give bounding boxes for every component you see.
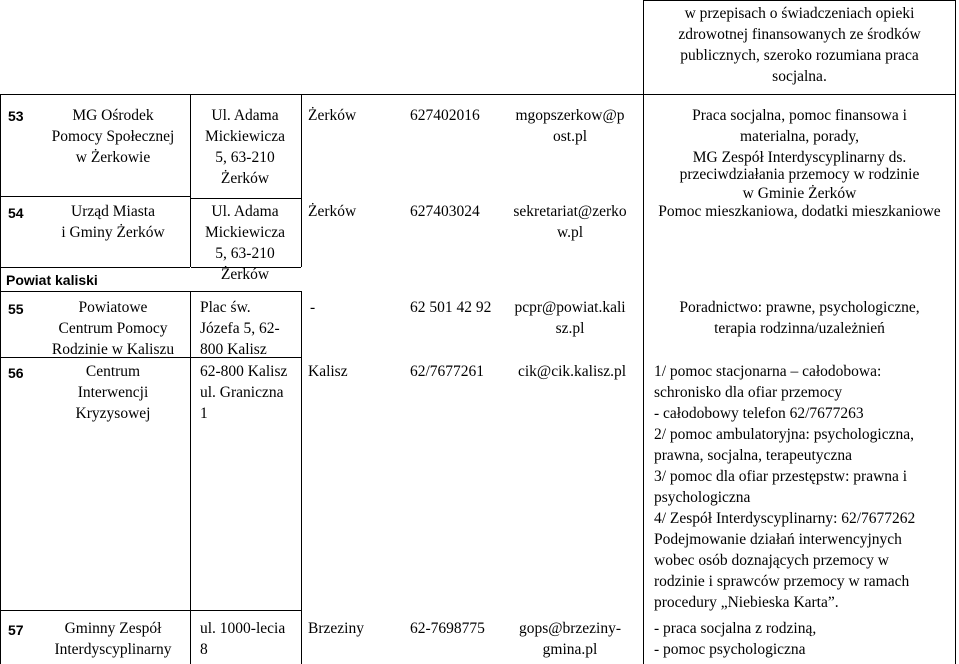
address: 5, 63-210 [215,149,275,166]
institution-name: Powiatowe [78,299,148,316]
services: Poradnictwo: prawne, psychologiczne, [679,299,920,316]
row-number: 54 [8,205,24,221]
services: 3/ pomoc dla ofiar przestępstw: prawna i [654,468,908,485]
phone: 62/7677261 [410,363,485,380]
address: 5, 63-210 [215,245,275,262]
city: Brzeziny [308,620,364,637]
address: Józefa 5, 62- [200,320,280,337]
services: w Gminie Żerków [742,185,857,202]
institution-name: Gminny Zespół [64,620,162,637]
top-cell-line: w przepisach o świadczeniach opieki [684,5,915,22]
institution-name: Urząd Miasta [71,203,155,220]
border-line [643,0,956,1]
institution-name: Rodzinie w Kaliszu [51,341,175,358]
institution-name: Centrum [85,363,141,380]
email: w.pl [556,224,584,241]
border-line [0,291,190,292]
services: prawna, socjalna, terapeutyczna [654,447,852,464]
border-line [0,267,190,268]
address: ul. 1000-lecia [200,620,286,637]
email: sekretariat@zerko [513,203,627,220]
phone: 62 501 42 92 [410,299,492,316]
institution-name: MG Ośrodek [72,107,154,124]
border-line [191,291,301,292]
institution-name: w Żerkowie [75,149,151,166]
border-line [0,610,301,611]
email: sz.pl [555,320,585,337]
services: materialna, porady, [739,128,860,145]
address: Ul. Adama [211,107,279,124]
email: gmina.pl [542,641,598,658]
phone: 62-7698775 [410,620,485,637]
row-number: 55 [8,301,24,317]
services: wobec osób doznających przemocy w [654,552,889,569]
services: - pomoc psychologiczna [654,641,806,658]
address: Mickiewicza [204,224,286,241]
top-cell-line: socjalna. [772,68,827,85]
border-line [191,198,301,199]
address: Żerków [220,170,270,187]
institution-name: Interwencji [77,384,149,401]
address: Ul. Adama [211,203,279,220]
services: MG Zespół Interdyscyplinarny ds. [692,149,907,166]
services: 4/ Zespół Interdyscyplinarny: 62/7677262 [654,510,916,527]
address: 800 Kalisz [200,341,267,358]
services: 2/ pomoc ambulatoryjna: psychologiczna, [654,426,914,443]
city: - [310,299,316,316]
address: ul. Graniczna [200,384,284,401]
services: 1/ pomoc stacjonarna – całodobowa: [654,363,882,380]
address: 8 [200,641,208,658]
row-number: 57 [8,622,24,638]
row-number: 56 [8,365,24,381]
services: rodzinie i sprawców przemocy w ramach [654,573,910,590]
email: ost.pl [552,128,588,145]
email: cik@cik.kalisz.pl [518,363,627,380]
institution-name: Pomocy Społecznej [51,128,175,145]
border-line [0,94,956,95]
city: Kalisz [308,363,348,380]
email: pcpr@powiat.kali [514,299,626,316]
services: - praca socjalna z rodziną, [654,620,817,637]
services: terapia rodzinna/uzależnień [714,320,885,337]
services: - całodobowy telefon 62/7677263 [654,405,864,422]
institution-name: Interdyscyplinarny [54,641,172,658]
border-line [0,94,1,664]
phone: 627402016 [410,107,480,124]
services: Podejmowanie działań interwencyjnych [654,531,902,548]
address: Plac św. [200,299,251,316]
address: Mickiewicza [204,128,286,145]
institution-name: i Gminy Żerków [61,224,165,241]
services: przeciwdziałania przemocy w rodzinie [679,166,920,183]
top-cell-line: publicznych, szeroko rozumiana praca [680,47,919,64]
services: procedury „Niebieska Karta”. [654,594,839,611]
border-line [190,291,191,664]
row-number: 53 [8,108,24,124]
services: Pomoc mieszkaniowa, dodatki mieszkaniowe [658,203,941,220]
address: Żerków [220,266,270,283]
email: mgopszerkow@p [515,107,625,124]
section-header: Powiat kaliski [6,272,98,288]
institution-name: Kryzysowej [75,405,151,422]
phone: 627403024 [410,203,480,220]
city: Żerków [308,107,357,124]
address: 62-800 Kalisz [200,363,288,380]
services: schronisko dla ofiar przemocy [654,384,843,401]
top-cell-line: zdrowotnej finansowanych ze środków [678,26,921,43]
services: psychologiczna [654,489,751,506]
institution-name: Centrum Pomocy [58,320,168,337]
city: Żerków [308,203,357,220]
address: 1 [200,405,208,422]
border-line [301,291,302,664]
services: Praca socjalna, pomoc finansowa i [692,107,907,124]
email: gops@brzeziny- [518,620,622,637]
border-line [0,196,190,197]
